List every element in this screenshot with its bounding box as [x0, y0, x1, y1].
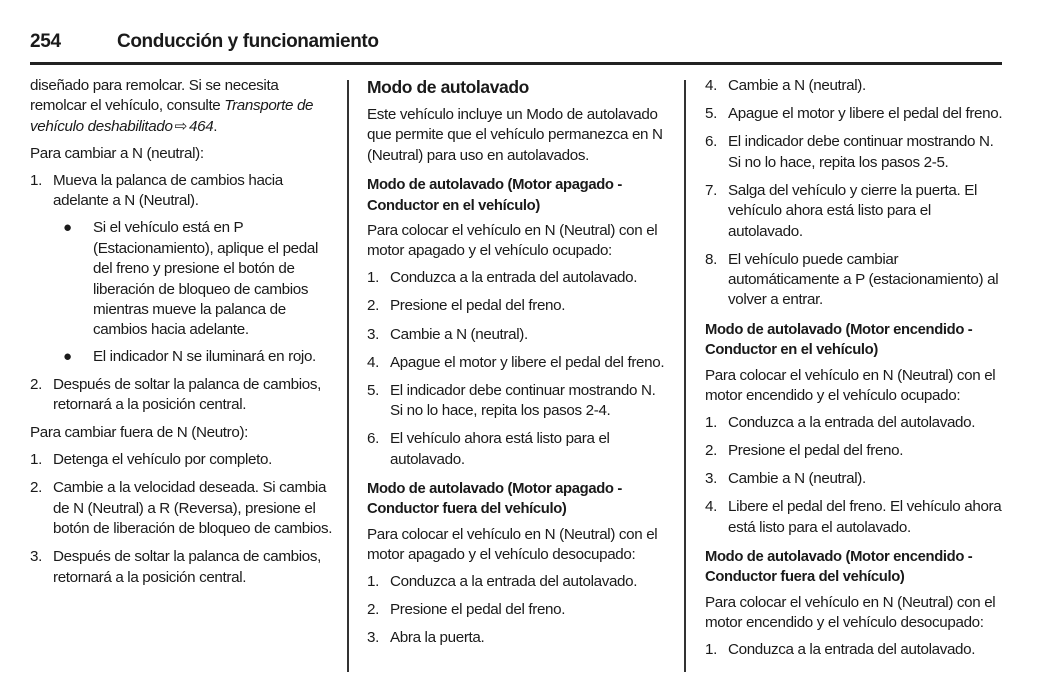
list-item: 2. Presione el pedal del freno.: [367, 297, 566, 315]
column-3: [705, 76, 1003, 668]
column-1: [30, 76, 335, 596]
list-item: 6. El vehículo ahora está listo para el autolavado.: [367, 430, 610, 468]
cross-reference-page[interactable]: 464: [189, 117, 214, 135]
section-intro: Para colocar el vehículo en N (Neutral) con el motor apagado y el vehículo desocupado:: [367, 525, 658, 564]
list-item: 1. Conduzca a la entrada del autolavado.: [367, 269, 638, 287]
engine-off-driver-in-steps: [367, 268, 672, 470]
list-item: 2. Después de soltar la palanca de cambios, retornará a la posición central.: [30, 375, 321, 414]
page-reference-arrow-icon: ⇨: [174, 117, 187, 135]
car-wash-intro: Este vehículo incluye un Modo de autolavado que permite que el vehículo permanezca en N (Neutral) para uso en autolavados.: [367, 106, 663, 164]
list-item: 1. Detenga el vehículo por completo.: [30, 451, 272, 469]
shift-to-neutral-steps: [30, 171, 335, 416]
bullet-item: ● Si el vehículo está en P (Estacionamiento), aplique el pedal del freno y presione el botón de liberación de bloqueo de cambios mientras mueve la palanca de cambios hacia adelante.: [63, 219, 318, 339]
list-item: 2. Presione el pedal del freno.: [367, 601, 566, 619]
list-item: 1. Mueva la palanca de cambios hacia adelante a N (Neutral). ● Si el vehículo está en P (Estacionamiento), aplique el pedal del freno y presione el botón de liberación de bloqueo de cambios mientras mueve la palanca de cambios hacia adelante. ● El indicador N se iluminará en rojo.: [30, 171, 335, 368]
car-wash-mode-title: Modo de autolavado: [367, 77, 529, 97]
section-heading: Modo de autolavado (Motor apagado - Conductor fuera del vehículo): [367, 481, 622, 518]
list-item: 3. Cambie a N (neutral).: [705, 470, 866, 488]
shift-out-label: Para cambiar fuera de N (Neutro):: [30, 424, 249, 442]
bullet-item: ● El indicador N se iluminará en rojo.: [53, 347, 335, 367]
section-intro: Para colocar el vehículo en N (Neutral) con el motor apagado y el vehículo ocupado:: [367, 222, 658, 260]
list-item: 1. Conduzca a la entrada del autolavado.: [705, 413, 976, 431]
section-heading: Modo de autolavado (Motor encendido - Conductor fuera del vehículo): [705, 549, 973, 586]
engine-off-driver-out-steps-continued: [705, 76, 1003, 311]
shift-out-steps: [30, 450, 335, 588]
list-item: 5. Apague el motor y libere el pedal del freno.: [705, 105, 1003, 123]
section-intro: Para colocar el vehículo en N (Neutral) con el motor encendido y el vehículo ocupado:: [705, 366, 996, 405]
bullet-icon: ●: [63, 347, 72, 365]
list-item: 4. Libere el pedal del freno. El vehículo ahora está listo para el autolavado.: [705, 498, 1002, 536]
list-item: 3. Abra la puerta.: [367, 629, 485, 647]
section-intro: Para colocar el vehículo en N (Neutral) con el motor encendido y el vehículo desocupado:: [705, 593, 996, 632]
list-item: 8. El vehículo puede cambiar automáticamente a P (estacionamiento) al volver a entrar.: [705, 250, 999, 309]
intro-paragraph: diseñado para remolcar. Si se necesita remolcar el vehículo, consulte Transporte de vehículo deshabilitado ⇨ 464.: [30, 76, 335, 137]
engine-on-driver-out-steps: [705, 640, 1003, 660]
column-divider: [347, 80, 349, 672]
list-item: 2. Presione el pedal del freno.: [705, 442, 904, 460]
list-item: 1. Conduzca a la entrada del autolavado.: [705, 641, 976, 659]
page-number: 254: [30, 31, 61, 52]
list-item: 4. Apague el motor y libere el pedal del freno.: [367, 353, 665, 371]
list-item: 4. Cambie a N (neutral).: [705, 77, 866, 94]
shift-to-neutral-label: Para cambiar a N (neutral):: [30, 144, 204, 162]
list-item: 1. Conduzca a la entrada del autolavado.: [367, 573, 638, 591]
engine-on-driver-in-steps: [705, 413, 1003, 538]
list-item: 3. Después de soltar la palanca de cambios, retornará a la posición central.: [30, 548, 321, 586]
header-rule: [30, 62, 1002, 65]
bullet-icon: ●: [63, 219, 72, 237]
list-item: 2. Cambie a la velocidad deseada. Si cambia de N (Neutral) a R (Reversa), presione el botón de liberación de bloqueo de cambios.: [30, 479, 333, 538]
cross-reference-title[interactable]: Transporte de vehículo deshabilitado: [30, 97, 314, 135]
list-item: 6. El indicador debe continuar mostrando N. Si no lo hace, repita los pasos 2-5.: [705, 133, 994, 171]
section-heading: Modo de autolavado (Motor apagado - Conductor en el vehículo): [367, 177, 622, 214]
column-divider: [684, 80, 686, 672]
list-item: 7. Salga del vehículo y cierre la puerta. El vehículo ahora está listo para el autolavado.: [705, 181, 978, 240]
bullet-list: [53, 218, 335, 367]
list-item: 5. El indicador debe continuar mostrando N. Si no lo hace, repita los pasos 2-4.: [367, 381, 656, 420]
section-title: Conducción y funcionamiento: [117, 31, 379, 52]
section-heading: Modo de autolavado (Motor encendido - Conductor en el vehículo): [705, 321, 973, 359]
column-2: [367, 76, 672, 656]
list-item: 3. Cambie a N (neutral).: [367, 325, 528, 343]
page-header: [30, 31, 1002, 63]
engine-off-driver-out-steps: [367, 572, 672, 649]
